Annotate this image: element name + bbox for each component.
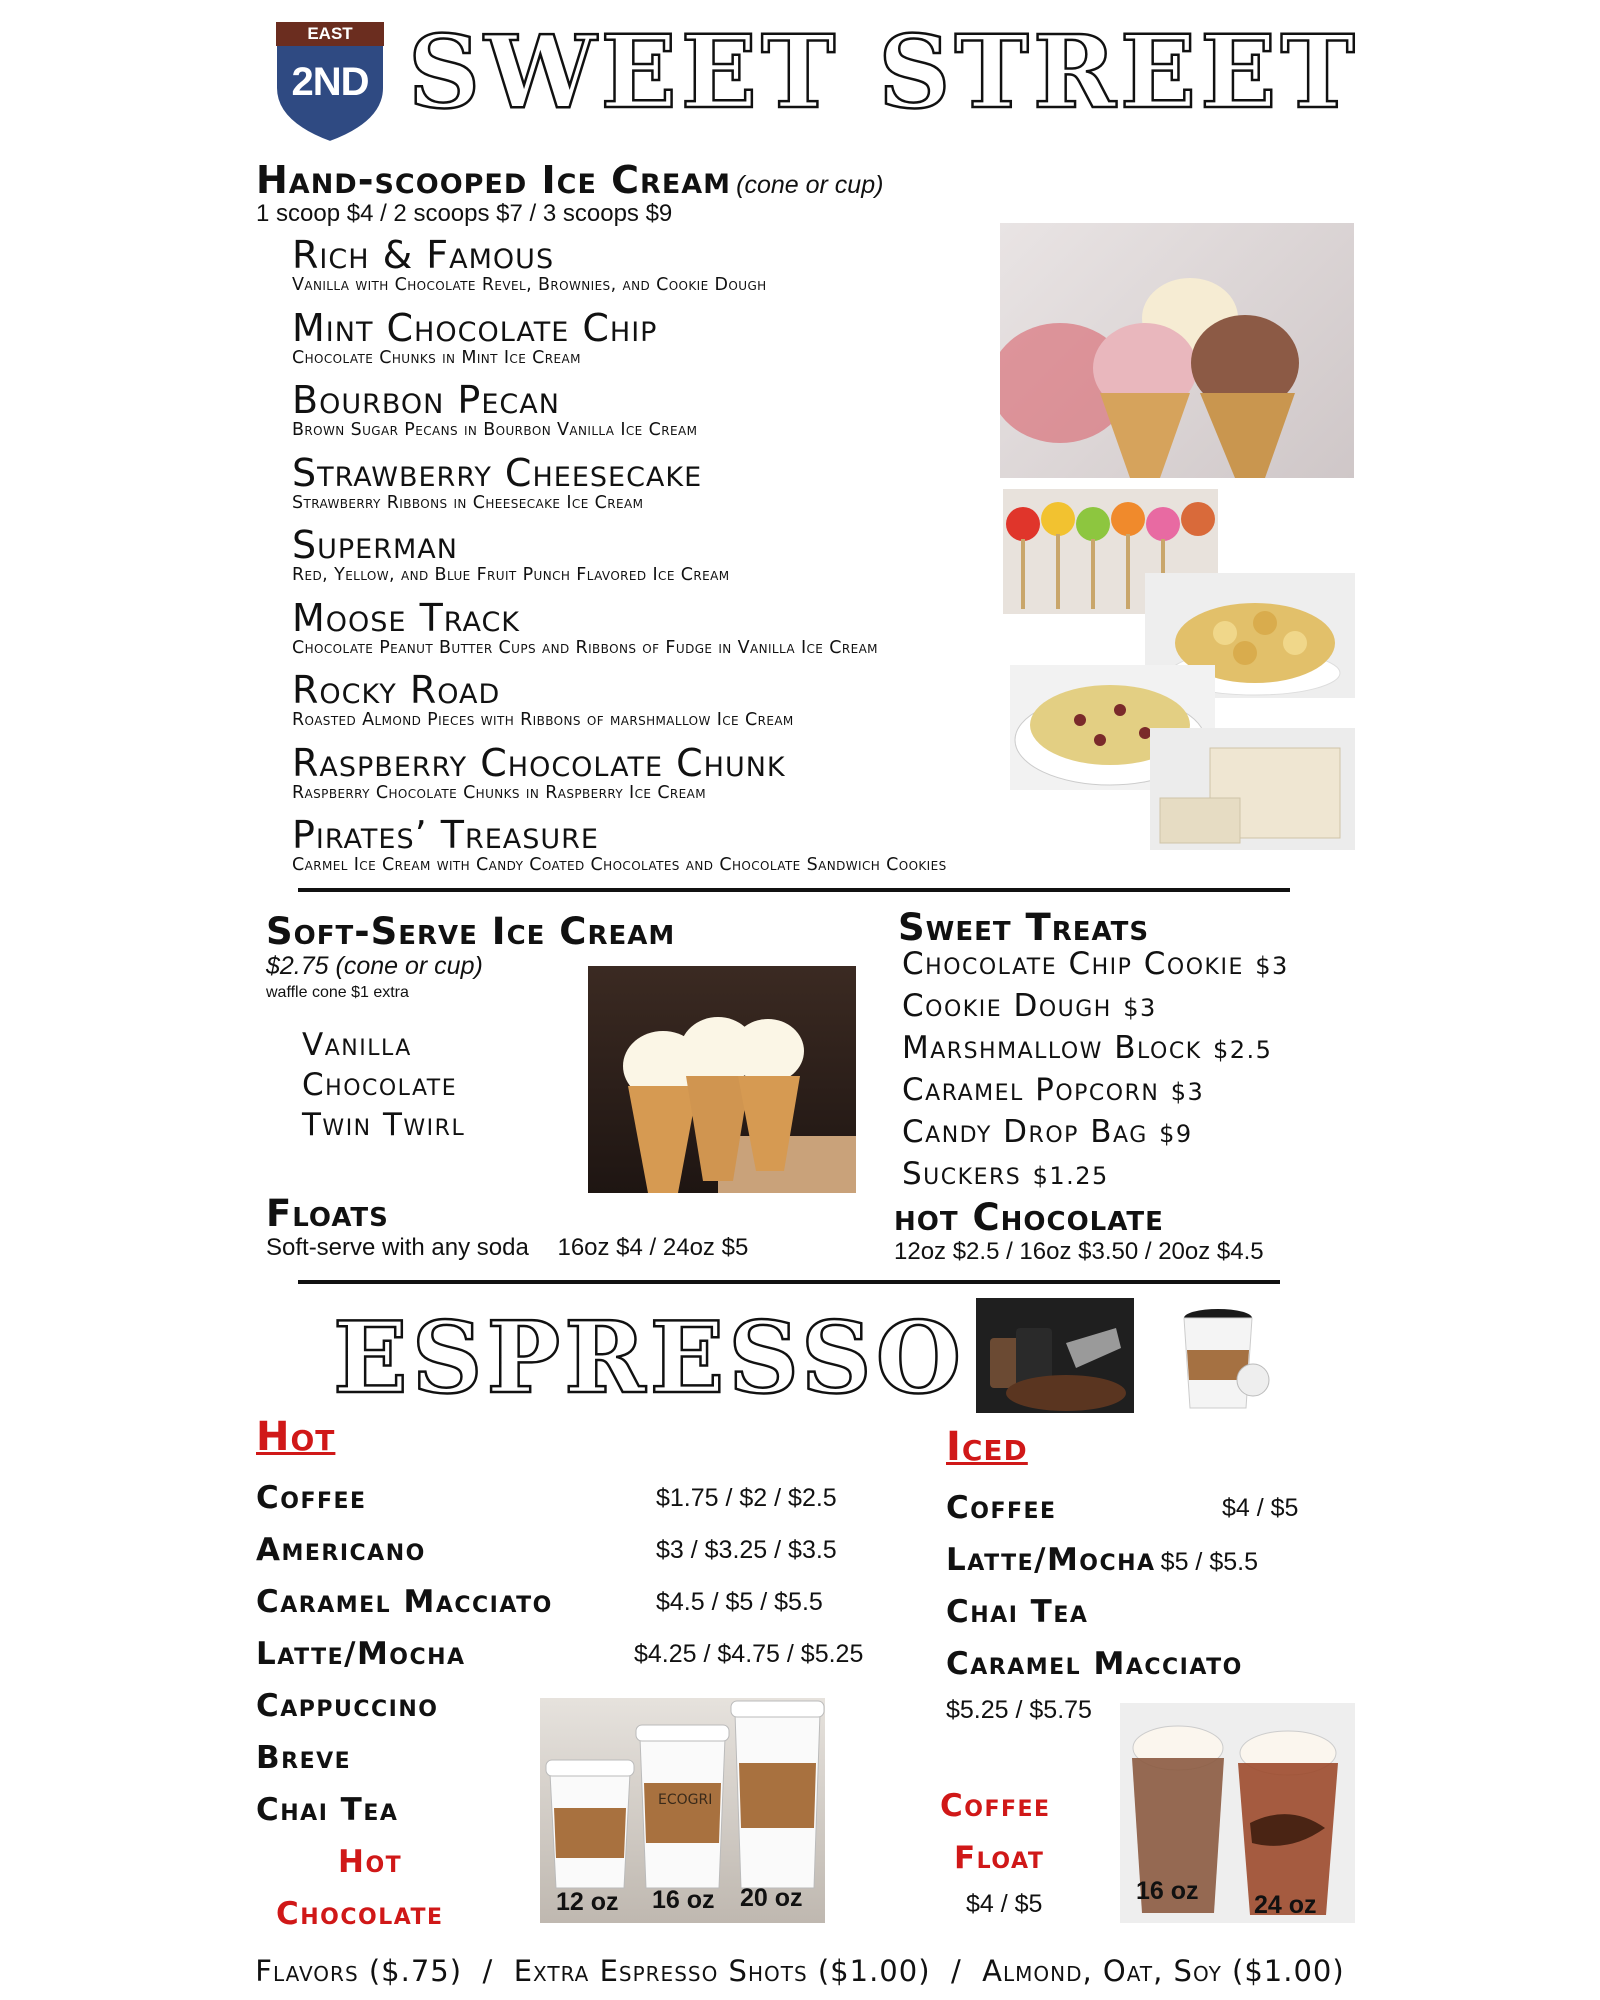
iced-heading: Iced <box>946 1424 1028 1470</box>
hand-scooped-note: (cone or cup) <box>736 171 884 199</box>
flavor-name: Raspberry Chocolate Chunk <box>292 740 786 785</box>
flavor-name: Strawberry Cheesecake <box>292 450 703 495</box>
iced-menu-list <box>946 1482 1406 1690</box>
flavor-name: Pirates’ Treasure <box>292 813 599 857</box>
menu-item-price: $4.25 / $4.75 / $5.25 <box>634 1640 864 1668</box>
flavor-desc: Chocolate Chunks in Mint Ice Cream <box>292 347 581 368</box>
menu-item-price: $4.5 / $5 / $5.5 <box>656 1588 823 1616</box>
treat-name: Chocolate Chip Cookie <box>902 946 1244 982</box>
ice-cream-cones-photo <box>1000 223 1354 478</box>
menu-item-price: $3 / $3.25 / $3.5 <box>656 1536 837 1564</box>
page-title: SWEET STREET <box>408 13 1359 131</box>
soft-serve-title: Soft-Serve Ice Cream <box>266 910 676 953</box>
cup-size-label: 16 oz <box>652 1886 715 1914</box>
treat-name: Caramel Popcorn <box>902 1072 1160 1108</box>
shield-top-text: EAST <box>307 24 353 43</box>
hot-chocolate-label-line1: Hot <box>338 1844 403 1880</box>
flavor-name: Moose Track <box>292 595 520 640</box>
hot-chocolate-title: hot Chocolate <box>894 1196 1164 1239</box>
iced-menu-item <box>946 1482 1406 1534</box>
hot-chocolate-label-line2: Chocolate <box>276 1896 444 1932</box>
flavor-name: Superman <box>292 523 458 567</box>
treat-price: $3 <box>1170 1078 1205 1106</box>
treat-item <box>902 944 1289 986</box>
hand-scooped-prices: 1 scoop $4 / 2 scoops $7 / 3 scoops $9 <box>256 200 673 227</box>
menu-item-name: Chai Tea <box>256 1792 399 1828</box>
coffee-float-price: $4 / $5 <box>966 1890 1043 1918</box>
menu-item-name: Cappuccino <box>256 1688 439 1724</box>
soft-serve-price: $2.75 (cone or cup) <box>266 952 483 980</box>
treat-name: Marshmallow Block <box>902 1030 1202 1066</box>
coffee-beans-photo <box>976 1298 1134 1413</box>
hot-menu-item <box>256 1472 916 1524</box>
hot-menu-item <box>256 1628 916 1680</box>
cup-size-label: 12 oz <box>556 1888 619 1916</box>
floats-line <box>266 1234 748 1262</box>
flavor-name: Mint Chocolate Chip <box>292 305 658 350</box>
flavor-desc: Vanilla with Chocolate Revel, Brownies, and Cookie Dough <box>292 275 767 295</box>
menu-item-name: Caramel Macciato <box>256 1584 553 1620</box>
iced-menu-item <box>946 1534 1406 1586</box>
flavor-item <box>292 813 1252 889</box>
menu-item-name: Americano <box>256 1532 426 1568</box>
treat-item <box>902 1112 1289 1154</box>
treat-name: Candy Drop Bag <box>902 1114 1148 1150</box>
treat-item <box>902 1070 1289 1112</box>
flavor-desc: Roasted Almond Pieces with Ribbons of marshmallow Ice Cream <box>292 710 794 730</box>
menu-item-price: $1.75 / $2 / $2.5 <box>656 1484 837 1512</box>
flavor-name: Rich & Famous <box>292 233 555 277</box>
sweet-treats-list <box>902 944 1289 1196</box>
coffee-float-label-line2: Float <box>954 1840 1045 1876</box>
flavor-name: Rocky Road <box>292 668 501 712</box>
marshmallow-block-photo <box>1150 728 1355 850</box>
footer-addons: Flavors ($.75) / Extra Espresso Shots ($1.00) / Almond, Oat, Soy ($1.00) <box>255 1954 1345 1988</box>
soft-serve-flavor: Vanilla <box>302 1027 412 1063</box>
hand-scooped-title: Hand-scooped Ice Cream <box>256 158 732 202</box>
menu-item-name: Latte/Mocha <box>946 1542 1156 1578</box>
espresso-title: ESPRESSO <box>333 1301 966 1416</box>
treat-item <box>902 1028 1289 1070</box>
coffee-float-label-line1: Coffee <box>940 1788 1051 1824</box>
menu-item-name: Latte/Mocha <box>256 1636 466 1672</box>
flavor-desc: Brown Sugar Pecans in Bourbon Vanilla Ice Cream <box>292 420 698 440</box>
treat-price: $3 <box>1255 952 1289 980</box>
iced-drinks-photo <box>1120 1703 1355 1923</box>
treat-item <box>902 1154 1289 1196</box>
iced-menu-item <box>946 1586 1406 1638</box>
menu-item-price: $4 / $5 <box>1222 1494 1299 1522</box>
flavor-desc: Red, Yellow, and Blue Fruit Punch Flavored Ice Cream <box>292 565 730 585</box>
flavor-name: Bourbon Pecan <box>292 378 560 422</box>
cup-size-label: 24 oz <box>1254 1891 1317 1919</box>
hot-cups-photo <box>540 1698 825 1923</box>
treat-name: Cookie Dough <box>902 988 1112 1024</box>
soft-serve-flavors <box>302 1025 465 1145</box>
hot-menu-item <box>256 1524 916 1576</box>
soft-serve-note: waffle cone $1 extra <box>266 984 409 1001</box>
treat-price: $2.5 <box>1212 1036 1273 1064</box>
cup-size-label: 16 oz <box>1136 1877 1199 1905</box>
flavor-desc: Carmel Ice Cream with Candy Coated Chocolates and Chocolate Sandwich Cookies <box>292 855 947 875</box>
floats-title: Floats <box>266 1192 389 1235</box>
hand-scooped-heading <box>256 158 883 202</box>
cup-size-label: 20 oz <box>740 1884 803 1912</box>
shield-main-text: 2ND <box>291 60 369 104</box>
sweet-treats-title: Sweet Treats <box>898 906 1150 949</box>
menu-item-name: Caramel Macciato <box>946 1646 1243 1682</box>
menu-item-name: Coffee <box>946 1490 1057 1526</box>
floats-desc: Soft-serve with any soda <box>266 1234 529 1261</box>
menu-item-price: $5 / $5.5 <box>1160 1548 1258 1576</box>
section-divider <box>298 888 1290 892</box>
treat-price: $3 <box>1123 994 1157 1022</box>
hot-menu-item <box>256 1576 916 1628</box>
treat-price: $1.25 <box>1032 1162 1109 1190</box>
floats-prices: 16oz $4 / 24oz $5 <box>557 1234 749 1261</box>
cup-brand-label: ECOGRI <box>658 1792 713 1808</box>
soft-serve-flavor: Twin Twirl <box>302 1107 466 1143</box>
hot-chocolate-prices: 12oz $2.5 / 16oz $3.50 / 20oz $4.5 <box>894 1238 1264 1265</box>
iced-shared-price: $5.25 / $5.75 <box>946 1696 1092 1724</box>
flavor-desc: Strawberry Ribbons in Cheesecake Ice Cream <box>292 492 644 513</box>
to-go-coffee-cup-photo <box>1168 1300 1273 1415</box>
soft-serve-cones-photo <box>588 966 856 1193</box>
iced-menu-item <box>946 1638 1406 1690</box>
hot-heading: Hot <box>256 1414 336 1460</box>
flavor-desc: Chocolate Peanut Butter Cups and Ribbons of Fudge in Vanilla Ice Cream <box>292 637 878 658</box>
highway-shield-logo <box>270 18 390 144</box>
menu-item-name: Chai Tea <box>946 1594 1089 1630</box>
section-divider <box>298 1280 1280 1284</box>
flavor-desc: Raspberry Chocolate Chunks in Raspberry Ice Cream <box>292 782 707 803</box>
treat-item <box>902 986 1289 1028</box>
treat-price: $9 <box>1159 1120 1193 1148</box>
menu-item-name: Breve <box>256 1740 352 1776</box>
menu-item-name: Coffee <box>256 1480 367 1516</box>
soft-serve-flavor: Chocolate <box>302 1067 458 1103</box>
treat-name: Suckers <box>902 1156 1022 1192</box>
